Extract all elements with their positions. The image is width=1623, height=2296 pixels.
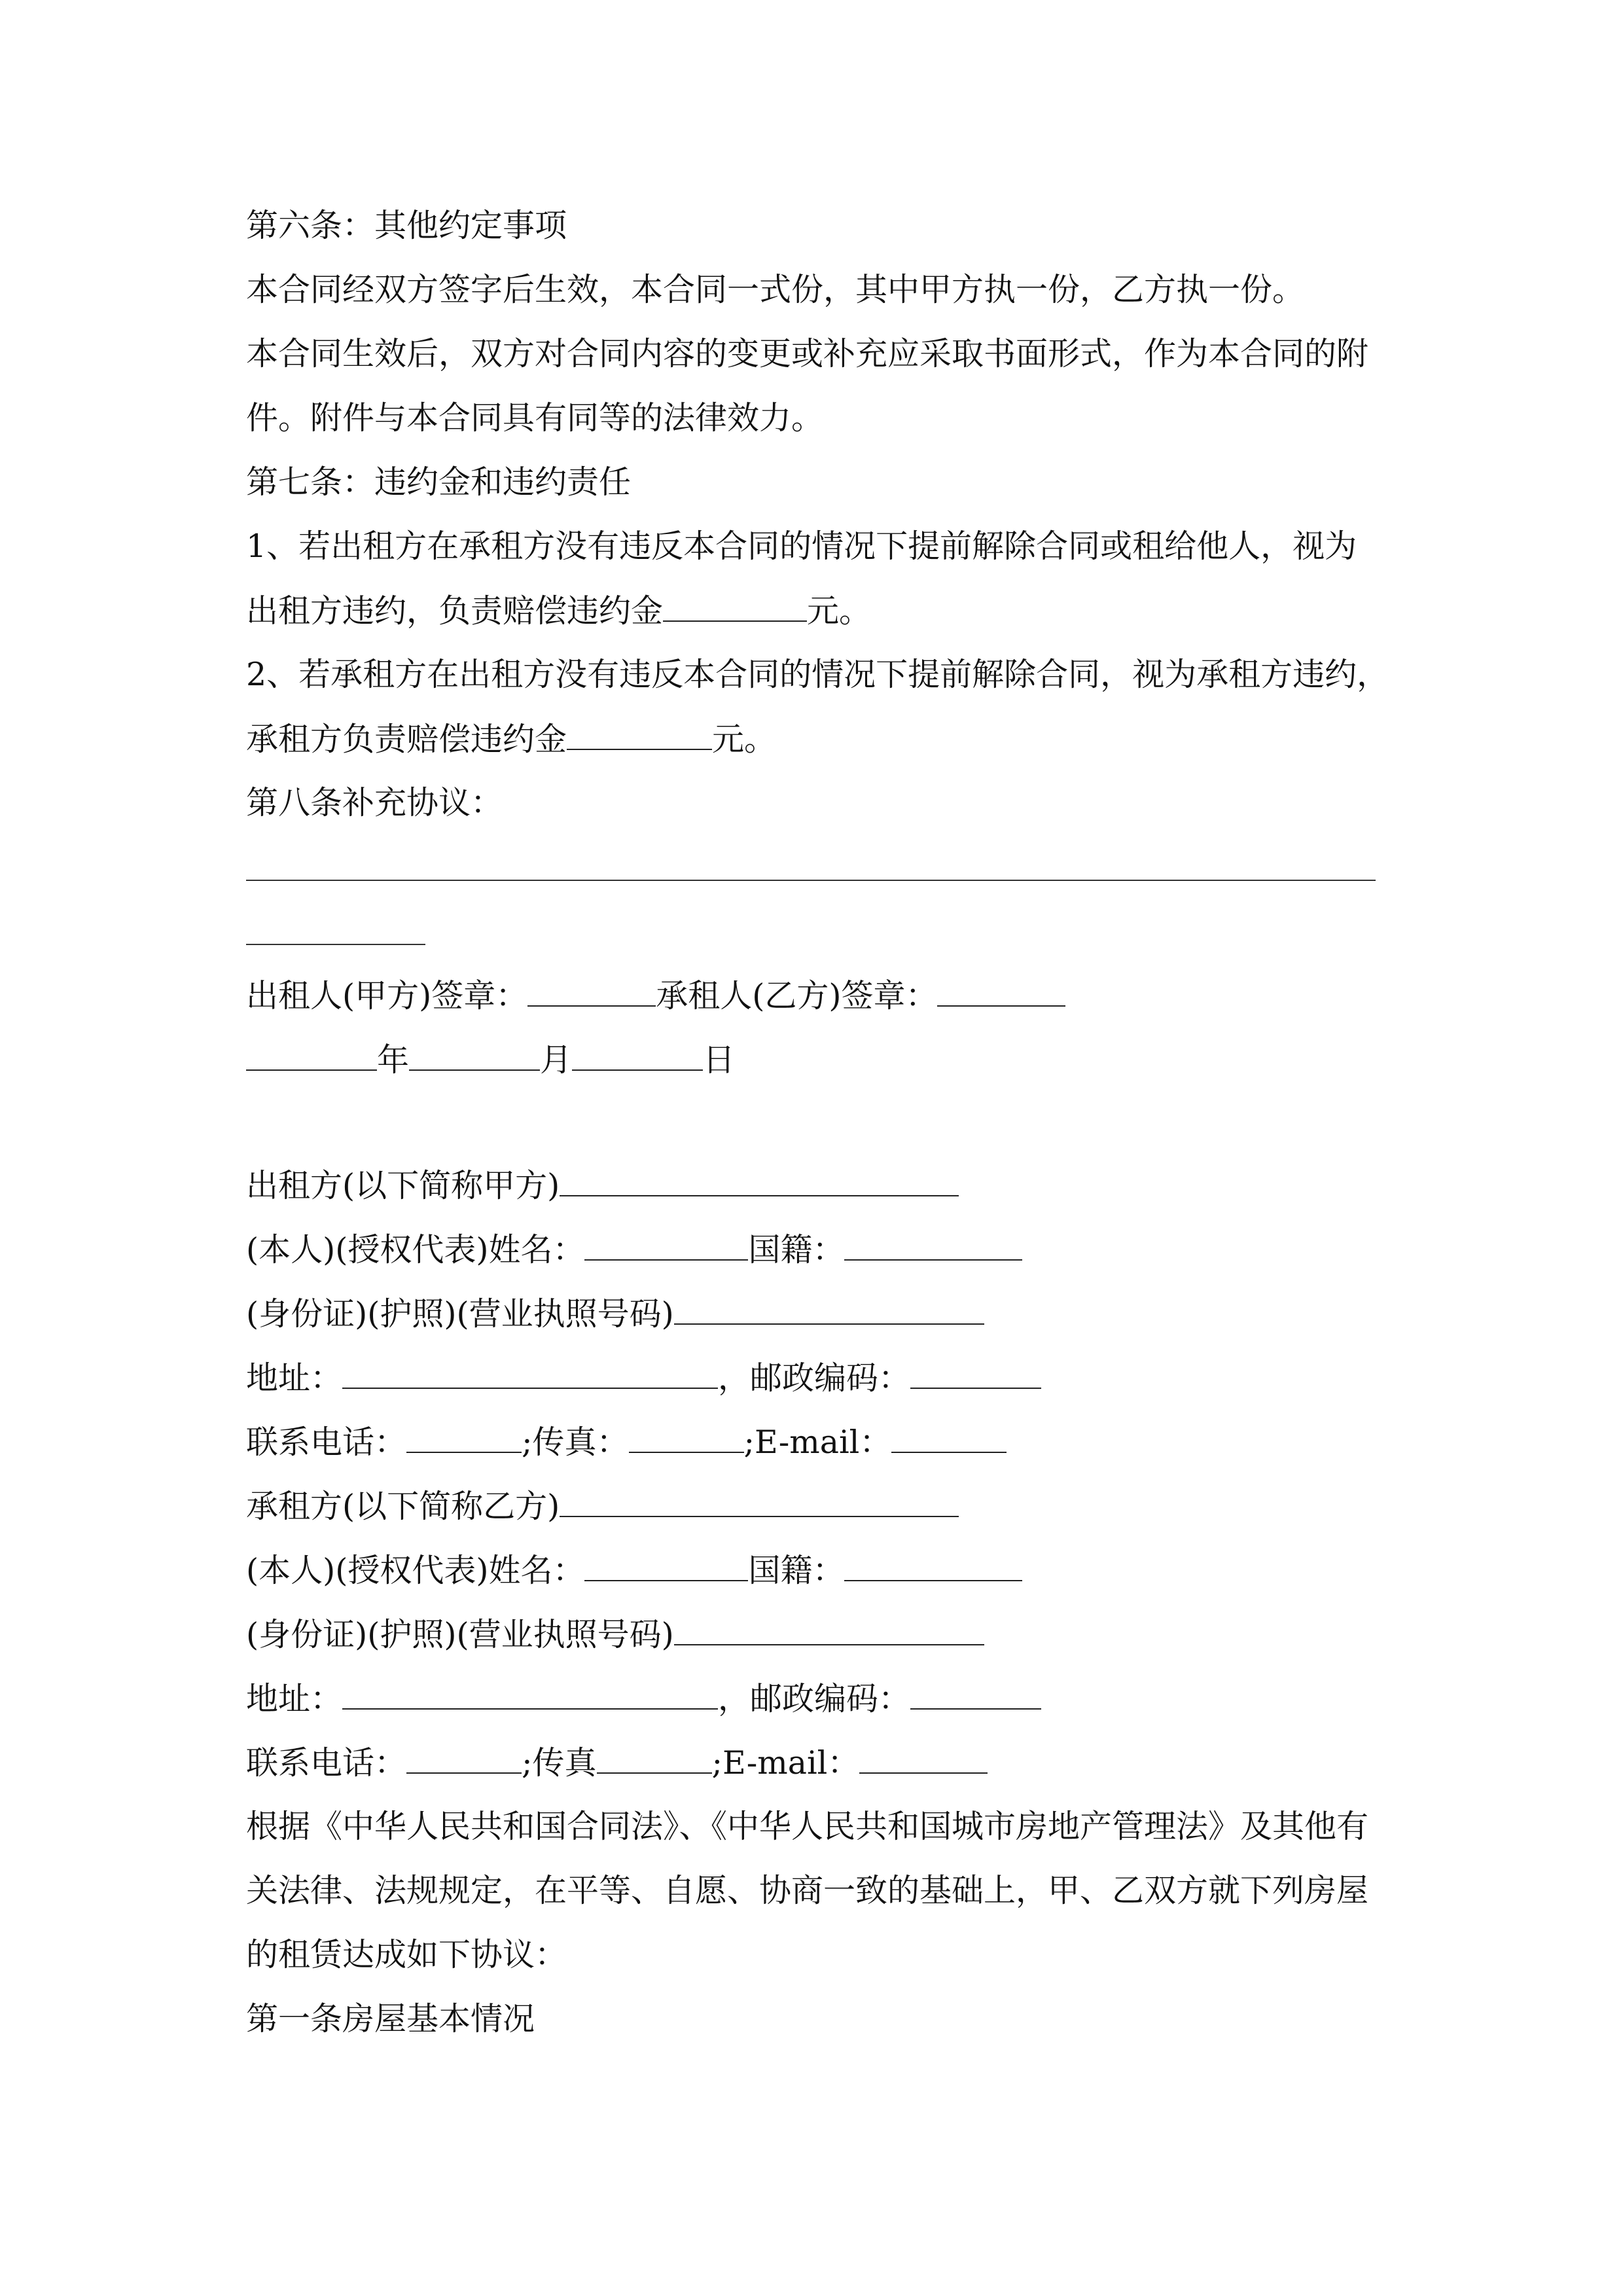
signature-row — [246, 975, 1065, 1016]
article-6-paragraph-1: 本合同经双方签字后生效，本合同一式份，其中甲方执一份，乙方执一份。 — [246, 271, 1305, 308]
party-a-title-text: 出租方(以下简称甲方) — [246, 1167, 560, 1204]
party-a-email-label: ;E-mail： — [743, 1424, 892, 1461]
article-6-heading: 第六条：其他约定事项 — [246, 207, 567, 244]
clause-2-text: 承租方负责赔偿违约金 — [246, 721, 567, 758]
clause-1-unit: 元。 — [807, 592, 872, 630]
party-b-id-blank[interactable] — [674, 1614, 984, 1645]
party-b-phone-label: 联系电话： — [246, 1744, 407, 1782]
party-b-contact-row — [246, 1742, 988, 1783]
party-a-representative-row — [246, 1229, 1022, 1270]
article-6-paragraph-2-line-2: 件。附件与本合同具有同等的法律效力。 — [246, 399, 824, 437]
party-b-fax-blank[interactable] — [597, 1742, 712, 1774]
party-a-phone-blank[interactable] — [406, 1422, 522, 1453]
party-a-address-row — [246, 1357, 1041, 1398]
party-a-fax-label: ;传真： — [522, 1424, 629, 1461]
supplement-line-2[interactable] — [246, 944, 425, 945]
preamble-line-1: 根据《中华人民共和国合同法》、《中华人民共和国城市房地产管理法》及其他有 — [246, 1808, 1369, 1845]
preamble-line-2: 关法律、法规规定，在平等、自愿、协商一致的基础上，甲、乙双方就下列房屋 — [246, 1872, 1369, 1909]
penalty-amount-blank-1[interactable] — [663, 590, 807, 622]
article-7-clause-2-line-2 — [246, 719, 776, 759]
party-a-contact-row — [246, 1422, 1007, 1462]
party-b-nationality-blank[interactable] — [844, 1550, 1022, 1581]
clause-2-unit: 元。 — [712, 721, 777, 758]
party-b-representative-row — [246, 1550, 1022, 1590]
party-a-postcode-label: ，邮政编码： — [718, 1359, 911, 1397]
lessor-seal-label: 出租人(甲方)签章： — [246, 977, 528, 1014]
party-b-nationality-label: 国籍： — [748, 1552, 845, 1589]
lessee-seal-blank[interactable] — [937, 975, 1065, 1007]
party-a-rep-name-blank[interactable] — [584, 1229, 748, 1261]
party-b-rep-name-blank[interactable] — [584, 1550, 748, 1581]
party-b-address-blank[interactable] — [342, 1678, 718, 1710]
article-7-heading: 第七条：违约金和违约责任 — [246, 463, 632, 501]
party-b-postcode-blank[interactable] — [910, 1678, 1041, 1710]
party-b-name-blank[interactable] — [560, 1486, 959, 1517]
lessor-seal-blank[interactable] — [527, 975, 656, 1007]
lessee-seal-label: 承租人(乙方)签章： — [656, 977, 938, 1014]
party-a-address-label: 地址： — [246, 1359, 343, 1397]
party-a-phone-label: 联系电话： — [246, 1424, 407, 1461]
party-b-id-label: (身份证)(护照)(营业执照号码) — [246, 1616, 674, 1653]
penalty-amount-blank-2[interactable] — [567, 719, 712, 750]
party-a-id-label: (身份证)(护照)(营业执照号码) — [246, 1295, 674, 1333]
article-8-heading: 第八条补充协议： — [246, 784, 503, 821]
party-a-id-blank[interactable] — [674, 1293, 984, 1325]
year-blank[interactable] — [246, 1039, 377, 1071]
preamble-line-3: 的租赁达成如下协议： — [246, 1936, 567, 1973]
party-a-name-label: (本人)(授权代表)姓名： — [246, 1231, 585, 1268]
party-a-title — [246, 1165, 959, 1206]
day-label: 日 — [703, 1041, 736, 1079]
party-a-id-row — [246, 1293, 984, 1334]
party-b-address-row — [246, 1678, 1041, 1719]
party-a-email-blank[interactable] — [891, 1422, 1007, 1453]
party-b-fax-label: ;传真 — [522, 1744, 597, 1782]
date-row — [246, 1039, 735, 1080]
article-6-paragraph-2-line-1: 本合同生效后，双方对合同内容的变更或补充应采取书面形式，作为本合同的附 — [246, 335, 1369, 372]
party-a-nationality-blank[interactable] — [844, 1229, 1022, 1261]
clause-1-text: 出租方违约，负责赔偿违约金 — [246, 592, 664, 630]
party-b-title-text: 承租方(以下简称乙方) — [246, 1488, 560, 1525]
day-blank[interactable] — [572, 1039, 703, 1071]
party-a-postcode-blank[interactable] — [910, 1357, 1041, 1389]
party-b-title — [246, 1486, 959, 1526]
party-a-fax-blank[interactable] — [629, 1422, 744, 1453]
party-b-email-label: ;E-mail： — [711, 1744, 860, 1782]
party-b-id-row — [246, 1614, 984, 1655]
article-7-clause-1-line-2 — [246, 590, 871, 631]
supplement-line-1[interactable] — [246, 880, 1376, 881]
month-blank[interactable] — [409, 1039, 540, 1071]
party-a-name-blank[interactable] — [560, 1165, 959, 1196]
party-b-postcode-label: ，邮政编码： — [718, 1680, 911, 1717]
article-1-heading: 第一条房屋基本情况 — [246, 2000, 535, 2037]
article-7-clause-2-line-1: 2、若承租方在出租方没有违反本合同的情况下提前解除合同，视为承租方违约， — [246, 656, 1389, 693]
party-a-address-blank[interactable] — [342, 1357, 718, 1389]
party-b-address-label: 地址： — [246, 1680, 343, 1717]
party-b-name-label: (本人)(授权代表)姓名： — [246, 1552, 585, 1589]
party-b-email-blank[interactable] — [859, 1742, 988, 1774]
party-a-nationality-label: 国籍： — [748, 1231, 845, 1268]
year-label: 年 — [377, 1041, 410, 1079]
month-label: 月 — [540, 1041, 573, 1079]
article-7-clause-1-line-1: 1、若出租方在承租方没有违反本合同的情况下提前解除合同或租给他人，视为 — [246, 528, 1357, 565]
party-b-phone-blank[interactable] — [406, 1742, 522, 1774]
